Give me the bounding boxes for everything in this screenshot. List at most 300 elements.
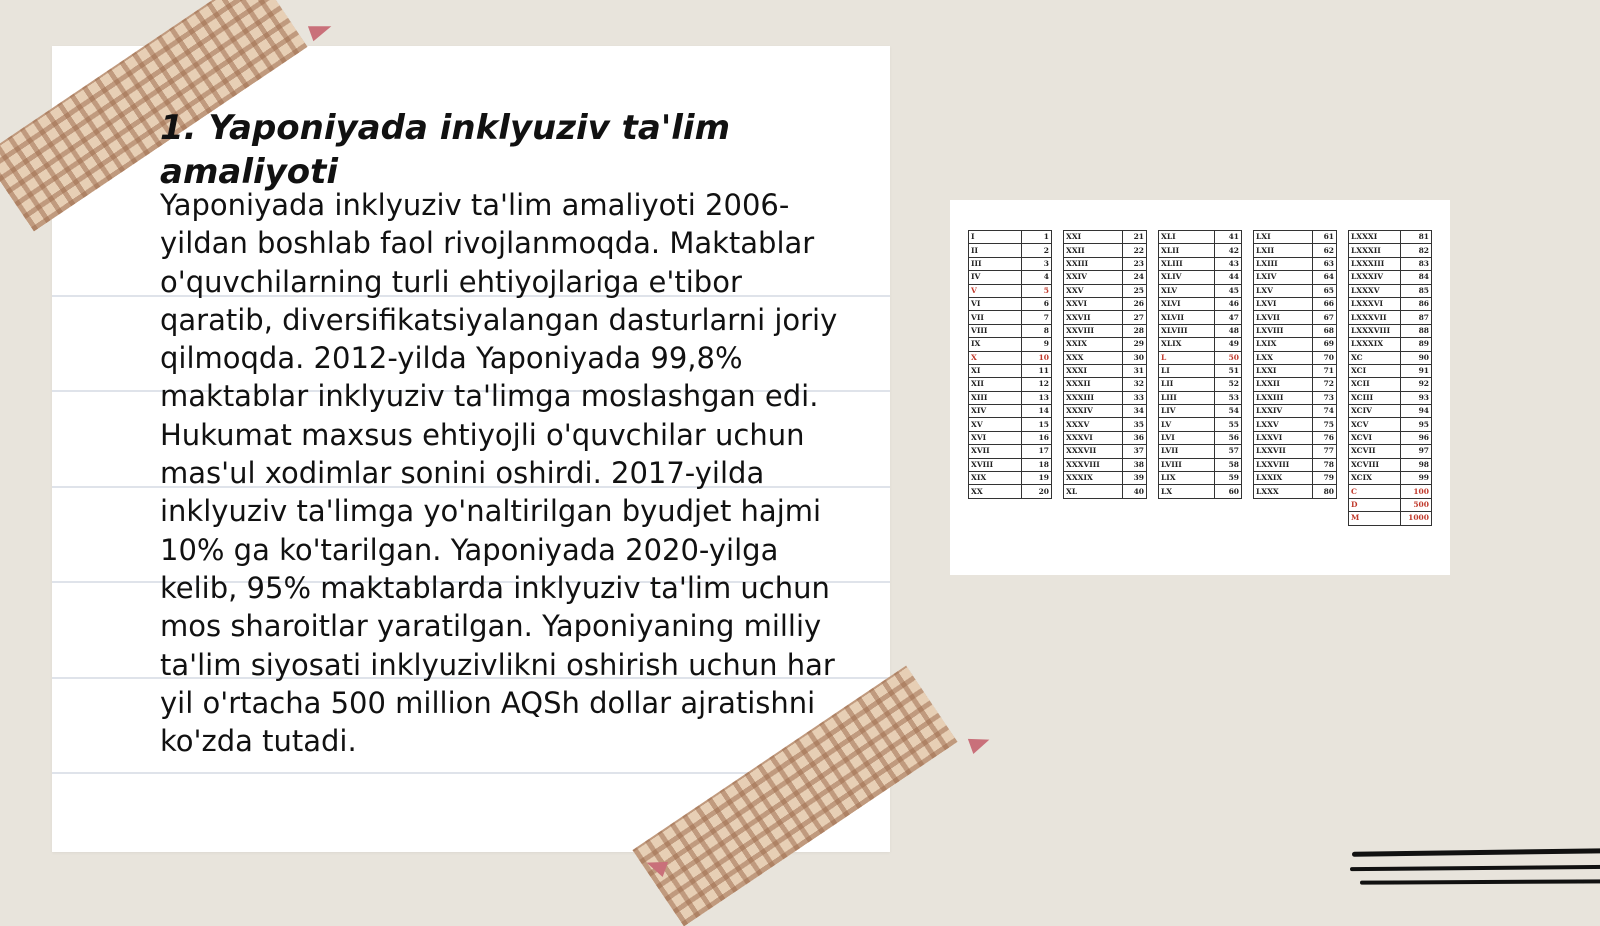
roman-numeral-cell: LXVI [1254, 297, 1313, 310]
roman-numeral-cell: LXVIII [1254, 324, 1313, 337]
arabic-number-cell: 75 [1313, 418, 1337, 431]
roman-numeral-cell: LXXIII [1254, 391, 1313, 404]
arabic-number-cell: 22 [1123, 244, 1147, 257]
roman-table-row [1349, 512, 1432, 525]
roman-numeral-cell: LXXXIX [1349, 338, 1401, 351]
roman-table-row [1064, 284, 1147, 297]
roman-table-row [1254, 472, 1337, 485]
roman-numeral-cell: III [969, 257, 1022, 270]
roman-table-row [1064, 297, 1147, 310]
roman-table-row [1254, 311, 1337, 324]
roman-numeral-cell: XLVII [1159, 311, 1215, 324]
arabic-number-cell: 26 [1123, 297, 1147, 310]
arabic-number-cell: 30 [1123, 351, 1147, 364]
roman-table-row [1159, 445, 1242, 458]
roman-numeral-cell: XCI [1349, 364, 1401, 377]
roman-numeral-cell: V [969, 284, 1022, 297]
roman-table-row [1254, 271, 1337, 284]
roman-numeral-cell: XIII [969, 391, 1022, 404]
arabic-number-cell: 99 [1401, 472, 1432, 485]
roman-table-row [969, 351, 1052, 364]
arabic-number-cell: 72 [1313, 378, 1337, 391]
arabic-number-cell: 28 [1123, 324, 1147, 337]
arabic-number-cell: 29 [1123, 338, 1147, 351]
roman-table-row [1159, 338, 1242, 351]
arabic-number-cell: 23 [1123, 257, 1147, 270]
roman-table-row [1349, 244, 1432, 257]
roman-table-row [1064, 472, 1147, 485]
roman-table-row [969, 338, 1052, 351]
roman-table-row [1159, 324, 1242, 337]
roman-table-row [1159, 351, 1242, 364]
arabic-number-cell: 73 [1313, 391, 1337, 404]
roman-numeral-cell: XI [969, 364, 1022, 377]
roman-numeral-cell: LIII [1159, 391, 1215, 404]
roman-table-row [1349, 418, 1432, 431]
roman-numeral-cell: LXXXVI [1349, 297, 1401, 310]
roman-numeral-cell: LVIII [1159, 458, 1215, 471]
roman-table-row [1254, 378, 1337, 391]
roman-table-row [1064, 311, 1147, 324]
roman-table-row [969, 418, 1052, 431]
roman-numeral-cell: XLII [1159, 244, 1215, 257]
arabic-number-cell: 18 [1021, 458, 1051, 471]
arabic-number-cell: 93 [1401, 391, 1432, 404]
roman-numeral-cell: XXVIII [1064, 324, 1123, 337]
arabic-number-cell: 15 [1021, 418, 1051, 431]
roman-table-row [1159, 431, 1242, 444]
roman-numeral-cell: L [1159, 351, 1215, 364]
arabic-number-cell: 65 [1313, 284, 1337, 297]
roman-numeral-cell: XL [1064, 485, 1123, 498]
roman-numeral-cell: XCV [1349, 418, 1401, 431]
roman-numeral-cell: VIII [969, 324, 1022, 337]
roman-table-row [1064, 271, 1147, 284]
roman-numeral-cell: LVI [1159, 431, 1215, 444]
arabic-number-cell: 96 [1401, 431, 1432, 444]
roman-numeral-cell: XXIV [1064, 271, 1123, 284]
arabic-number-cell: 100 [1401, 485, 1432, 498]
roman-table-row [969, 485, 1052, 498]
arabic-number-cell: 13 [1021, 391, 1051, 404]
roman-numeral-cell: X [969, 351, 1022, 364]
roman-table-row [1254, 485, 1337, 498]
roman-table-row [1254, 458, 1337, 471]
arabic-number-cell: 56 [1214, 431, 1241, 444]
arabic-number-cell: 40 [1123, 485, 1147, 498]
arabic-number-cell: 50 [1214, 351, 1241, 364]
arabic-number-cell: 58 [1214, 458, 1241, 471]
roman-table-row [969, 364, 1052, 377]
arabic-number-cell: 33 [1123, 391, 1147, 404]
roman-table-row [969, 405, 1052, 418]
arabic-number-cell: 79 [1313, 472, 1337, 485]
roman-numeral-cell: LXXXIII [1349, 257, 1401, 270]
roman-numeral-cell: LXXII [1254, 378, 1313, 391]
arabic-number-cell: 17 [1021, 445, 1051, 458]
roman-numeral-cell: LXIII [1254, 257, 1313, 270]
roman-numeral-cell: XIX [969, 472, 1022, 485]
roman-table-row [1159, 297, 1242, 310]
roman-table-row [1064, 431, 1147, 444]
arabic-number-cell: 51 [1214, 364, 1241, 377]
arabic-number-cell: 81 [1401, 231, 1432, 244]
roman-table-row [1159, 405, 1242, 418]
roman-numeral-cell: LXXXVIII [1349, 324, 1401, 337]
roman-table-row [1064, 458, 1147, 471]
arabic-number-cell: 42 [1214, 244, 1241, 257]
arabic-number-cell: 86 [1401, 297, 1432, 310]
roman-table-row [1349, 338, 1432, 351]
arabic-number-cell: 77 [1313, 445, 1337, 458]
roman-table-row [969, 391, 1052, 404]
roman-table-row [1064, 231, 1147, 244]
roman-numeral-cell: XCVIII [1349, 458, 1401, 471]
arabic-number-cell: 80 [1313, 485, 1337, 498]
arabic-number-cell: 37 [1123, 445, 1147, 458]
roman-numeral-cell: XCVII [1349, 445, 1401, 458]
arabic-number-cell: 82 [1401, 244, 1432, 257]
roman-numeral-cell: LXXVIII [1254, 458, 1313, 471]
roman-table-row [969, 231, 1052, 244]
brush-stripe [1360, 879, 1600, 884]
roman-numeral-cell: XVIII [969, 458, 1022, 471]
arabic-number-cell: 19 [1021, 472, 1051, 485]
arabic-number-cell: 1 [1021, 231, 1051, 244]
roman-table-row [1254, 297, 1337, 310]
arabic-number-cell: 68 [1313, 324, 1337, 337]
roman-table-row [1349, 378, 1432, 391]
roman-table-row [1064, 338, 1147, 351]
roman-table-row [969, 257, 1052, 270]
roman-numeral-cell: IV [969, 271, 1022, 284]
roman-table-row [969, 297, 1052, 310]
roman-numeral-cell: XVII [969, 445, 1022, 458]
arabic-number-cell: 41 [1214, 231, 1241, 244]
arabic-number-cell: 54 [1214, 405, 1241, 418]
arabic-number-cell: 61 [1313, 231, 1337, 244]
arabic-number-cell: 92 [1401, 378, 1432, 391]
arabic-number-cell: 55 [1214, 418, 1241, 431]
arabic-number-cell: 63 [1313, 257, 1337, 270]
roman-table-row [1349, 284, 1432, 297]
arabic-number-cell: 38 [1123, 458, 1147, 471]
roman-numeral-cell: XXI [1064, 231, 1123, 244]
roman-numeral-cell: LXV [1254, 284, 1313, 297]
arabic-number-cell: 62 [1313, 244, 1337, 257]
roman-numeral-cell: XCII [1349, 378, 1401, 391]
arabic-number-cell: 7 [1021, 311, 1051, 324]
roman-numeral-cell: LV [1159, 418, 1215, 431]
roman-table-row [1349, 391, 1432, 404]
roman-table-row [1064, 405, 1147, 418]
roman-numeral-cell: XXXII [1064, 378, 1123, 391]
arabic-number-cell: 91 [1401, 364, 1432, 377]
roman-table-row [1349, 472, 1432, 485]
roman-numeral-cell: XXXIV [1064, 405, 1123, 418]
roman-numeral-cell: XCIX [1349, 472, 1401, 485]
roman-table-row [1159, 485, 1242, 498]
arabic-number-cell: 70 [1313, 351, 1337, 364]
roman-table-row [1159, 418, 1242, 431]
roman-table-row [1254, 284, 1337, 297]
roman-numeral-cell: XXVII [1064, 311, 1123, 324]
roman-numeral-cell: LXXVI [1254, 431, 1313, 444]
roman-table-row [1064, 445, 1147, 458]
arabic-number-cell: 43 [1214, 257, 1241, 270]
roman-table-row [1064, 418, 1147, 431]
roman-table-row [1349, 431, 1432, 444]
roman-table-row [969, 271, 1052, 284]
roman-numeral-cell: LXXXI [1349, 231, 1401, 244]
roman-numeral-cell: XXVI [1064, 297, 1123, 310]
roman-numeral-cell: LXXIX [1254, 472, 1313, 485]
arabic-number-cell: 32 [1123, 378, 1147, 391]
arabic-number-cell: 52 [1214, 378, 1241, 391]
roman-table-row [1159, 472, 1242, 485]
roman-table-row [1064, 244, 1147, 257]
arabic-number-cell: 39 [1123, 472, 1147, 485]
arabic-number-cell: 57 [1214, 445, 1241, 458]
arabic-number-cell: 88 [1401, 324, 1432, 337]
roman-numeral-cell: XX [969, 485, 1022, 498]
roman-numeral-cell: LXXX [1254, 485, 1313, 498]
roman-numeral-cell: LIV [1159, 405, 1215, 418]
roman-table-row [1159, 284, 1242, 297]
roman-table-column-5 [1348, 230, 1432, 526]
roman-numeral-cell: XIV [969, 405, 1022, 418]
arabic-number-cell: 98 [1401, 458, 1432, 471]
arabic-number-cell: 67 [1313, 311, 1337, 324]
roman-numeral-cell: XCIV [1349, 405, 1401, 418]
roman-numeral-cell: LXXVII [1254, 445, 1313, 458]
roman-numeral-cell: LXXV [1254, 418, 1313, 431]
arabic-number-cell: 89 [1401, 338, 1432, 351]
roman-table-row [1254, 364, 1337, 377]
roman-table-row [1064, 391, 1147, 404]
roman-table-row [1254, 391, 1337, 404]
arabic-number-cell: 59 [1214, 472, 1241, 485]
arabic-number-cell: 6 [1021, 297, 1051, 310]
arabic-number-cell: 11 [1021, 364, 1051, 377]
arabic-number-cell: 85 [1401, 284, 1432, 297]
roman-table-row [1064, 257, 1147, 270]
arabic-number-cell: 71 [1313, 364, 1337, 377]
roman-numeral-cell: XLV [1159, 284, 1215, 297]
roman-table-row [1349, 485, 1432, 498]
roman-numeral-cell: XXXIII [1064, 391, 1123, 404]
pin-decoration [968, 732, 992, 754]
roman-table-row [1159, 364, 1242, 377]
roman-numeral-cell: LXII [1254, 244, 1313, 257]
arabic-number-cell: 25 [1123, 284, 1147, 297]
roman-table-row [1064, 324, 1147, 337]
arabic-number-cell: 87 [1401, 311, 1432, 324]
roman-table-row [1254, 257, 1337, 270]
arabic-number-cell: 46 [1214, 297, 1241, 310]
roman-numeral-cell: XVI [969, 431, 1022, 444]
arabic-number-cell: 76 [1313, 431, 1337, 444]
roman-table-row [1254, 431, 1337, 444]
roman-table-row [1254, 244, 1337, 257]
slide-body-text: Yaponiyada inklyuziv ta'lim amaliyoti 2006-yildan boshlab faol rivojlanmoqda. Maktablar o'quvchilarning turli ehtiyojlariga e'tibor qaratib, diversifikatsiyalangan dasturlarni joriy qilmoqda. 2012-yilda Yaponiyada 99,8% maktablar inklyuziv ta'limga moslashgan edi. Hukumat maxsus ehtiyojli o'quvchilar uchun mas'ul xodimlar sonini oshirdi. 2017-yilda inklyuziv ta'limga yo'naltirilgan byudjet hajmi 10% ga ko'tarilgan. Yaponiyada 2020-yilga kelib, 95% maktablarda inklyuziv ta'lim uchun mos sharoitlar yaratilgan. Yaponiyaning milliy ta'lim siyosati inklyuzivlikni oshirish uchun har yil o'rtacha 500 million AQSh dollar ajratishni ko'zda tutadi. [160, 188, 838, 759]
arabic-number-cell: 8 [1021, 324, 1051, 337]
roman-numeral-cell: LII [1159, 378, 1215, 391]
roman-table-row [1064, 364, 1147, 377]
roman-numeral-cell: LXI [1254, 231, 1313, 244]
roman-numeral-cell: XLIV [1159, 271, 1215, 284]
arabic-number-cell: 5 [1021, 284, 1051, 297]
roman-numeral-cell: LXXXV [1349, 284, 1401, 297]
arabic-number-cell: 20 [1021, 485, 1051, 498]
roman-numeral-cell: LXX [1254, 351, 1313, 364]
arabic-number-cell: 64 [1313, 271, 1337, 284]
roman-numeral-cell: LXXIV [1254, 405, 1313, 418]
roman-table-row [1159, 244, 1242, 257]
roman-table-row [1349, 458, 1432, 471]
arabic-number-cell: 97 [1401, 445, 1432, 458]
brush-stripe [1350, 865, 1600, 871]
roman-numeral-cell: LIX [1159, 472, 1215, 485]
roman-table-row [1349, 297, 1432, 310]
roman-numeral-cell: XXXI [1064, 364, 1123, 377]
roman-table-row [1159, 458, 1242, 471]
arabic-number-cell: 45 [1214, 284, 1241, 297]
roman-numeral-cell: XII [969, 378, 1022, 391]
roman-table-row [1349, 257, 1432, 270]
roman-numeral-cell: LI [1159, 364, 1215, 377]
arabic-number-cell: 47 [1214, 311, 1241, 324]
roman-table-row [1159, 311, 1242, 324]
roman-table-row [1349, 324, 1432, 337]
roman-numeral-cell: C [1349, 485, 1401, 498]
arabic-number-cell: 69 [1313, 338, 1337, 351]
roman-numeral-cell: LXXXIV [1349, 271, 1401, 284]
roman-numeral-cell: XLIX [1159, 338, 1215, 351]
arabic-number-cell: 36 [1123, 431, 1147, 444]
arabic-number-cell: 10 [1021, 351, 1051, 364]
arabic-number-cell: 74 [1313, 405, 1337, 418]
arabic-number-cell: 53 [1214, 391, 1241, 404]
roman-table-row [969, 458, 1052, 471]
arabic-number-cell: 34 [1123, 405, 1147, 418]
roman-table-row [1349, 498, 1432, 511]
arabic-number-cell: 78 [1313, 458, 1337, 471]
roman-table-row [1254, 418, 1337, 431]
roman-numeral-cell: LX [1159, 485, 1215, 498]
arabic-number-cell: 83 [1401, 257, 1432, 270]
roman-numeral-cell: LXXI [1254, 364, 1313, 377]
roman-numeral-cell: XXII [1064, 244, 1123, 257]
arabic-number-cell: 44 [1214, 271, 1241, 284]
arabic-number-cell: 16 [1021, 431, 1051, 444]
roman-table-row [1064, 351, 1147, 364]
roman-table-row [1349, 231, 1432, 244]
roman-table-row [1349, 364, 1432, 377]
roman-numeral-cell: LVII [1159, 445, 1215, 458]
roman-numeral-cell: XXIX [1064, 338, 1123, 351]
roman-numeral-cell: XCVI [1349, 431, 1401, 444]
roman-table-row [1159, 391, 1242, 404]
arabic-number-cell: 90 [1401, 351, 1432, 364]
roman-numeral-cell: XXXVIII [1064, 458, 1123, 471]
roman-numeral-cell: XXV [1064, 284, 1123, 297]
arabic-number-cell: 48 [1214, 324, 1241, 337]
roman-numeral-cell: VII [969, 311, 1022, 324]
roman-table-column-1 [968, 230, 1052, 499]
roman-numeral-cell: XXXIX [1064, 472, 1123, 485]
roman-table-column-2 [1063, 230, 1147, 499]
arabic-number-cell: 49 [1214, 338, 1241, 351]
arabic-number-cell: 66 [1313, 297, 1337, 310]
roman-numeral-cell: XLIII [1159, 257, 1215, 270]
arabic-number-cell: 94 [1401, 405, 1432, 418]
arabic-number-cell: 27 [1123, 311, 1147, 324]
roman-table-row [1064, 378, 1147, 391]
roman-numeral-cell: XXXV [1064, 418, 1123, 431]
roman-numeral-cell: LXVII [1254, 311, 1313, 324]
roman-numeral-cell: M [1349, 512, 1401, 525]
roman-table-row [969, 284, 1052, 297]
roman-numeral-cell: VI [969, 297, 1022, 310]
roman-numeral-cell: I [969, 231, 1022, 244]
roman-table-row [1349, 311, 1432, 324]
roman-table-row [969, 324, 1052, 337]
roman-table-row [1064, 485, 1147, 498]
roman-numeral-cell: XCIII [1349, 391, 1401, 404]
roman-numeral-cell: XLVI [1159, 297, 1215, 310]
roman-numeral-cell: XXXVI [1064, 431, 1123, 444]
roman-table-row [1159, 257, 1242, 270]
arabic-number-cell: 500 [1401, 498, 1432, 511]
roman-table-row [1254, 351, 1337, 364]
roman-table-row [969, 311, 1052, 324]
roman-numeral-cell: LXIX [1254, 338, 1313, 351]
arabic-number-cell: 35 [1123, 418, 1147, 431]
roman-table-row [969, 445, 1052, 458]
arabic-number-cell: 12 [1021, 378, 1051, 391]
roman-numeral-cell: XLVIII [1159, 324, 1215, 337]
brush-stripe [1352, 848, 1600, 857]
roman-numeral-cell: XXIII [1064, 257, 1123, 270]
roman-table-row [1159, 231, 1242, 244]
roman-table-row [1254, 445, 1337, 458]
roman-numeral-cell: XLI [1159, 231, 1215, 244]
arabic-number-cell: 31 [1123, 364, 1147, 377]
roman-numeral-cell: D [1349, 498, 1401, 511]
roman-table-row [1254, 405, 1337, 418]
slide-title: 1. Yaponiyada inklyuziv ta'lim amaliyoti [160, 108, 730, 192]
arabic-number-cell: 3 [1021, 257, 1051, 270]
roman-table-row [1254, 324, 1337, 337]
roman-table-row [1349, 445, 1432, 458]
arabic-number-cell: 4 [1021, 271, 1051, 284]
roman-numeral-cell: XV [969, 418, 1022, 431]
arabic-number-cell: 1000 [1401, 512, 1432, 525]
roman-numeral-cell: LXIV [1254, 271, 1313, 284]
roman-table-row [1254, 338, 1337, 351]
arabic-number-cell: 95 [1401, 418, 1432, 431]
roman-table-row [969, 472, 1052, 485]
roman-table-row [969, 244, 1052, 257]
roman-numeral-cell: XXXVII [1064, 445, 1123, 458]
roman-table-row [1254, 231, 1337, 244]
roman-numeral-cell: LXXXVII [1349, 311, 1401, 324]
roman-table-row [1349, 271, 1432, 284]
roman-table-row [1159, 378, 1242, 391]
roman-numeral-cell: LXXXII [1349, 244, 1401, 257]
arabic-number-cell: 2 [1021, 244, 1051, 257]
